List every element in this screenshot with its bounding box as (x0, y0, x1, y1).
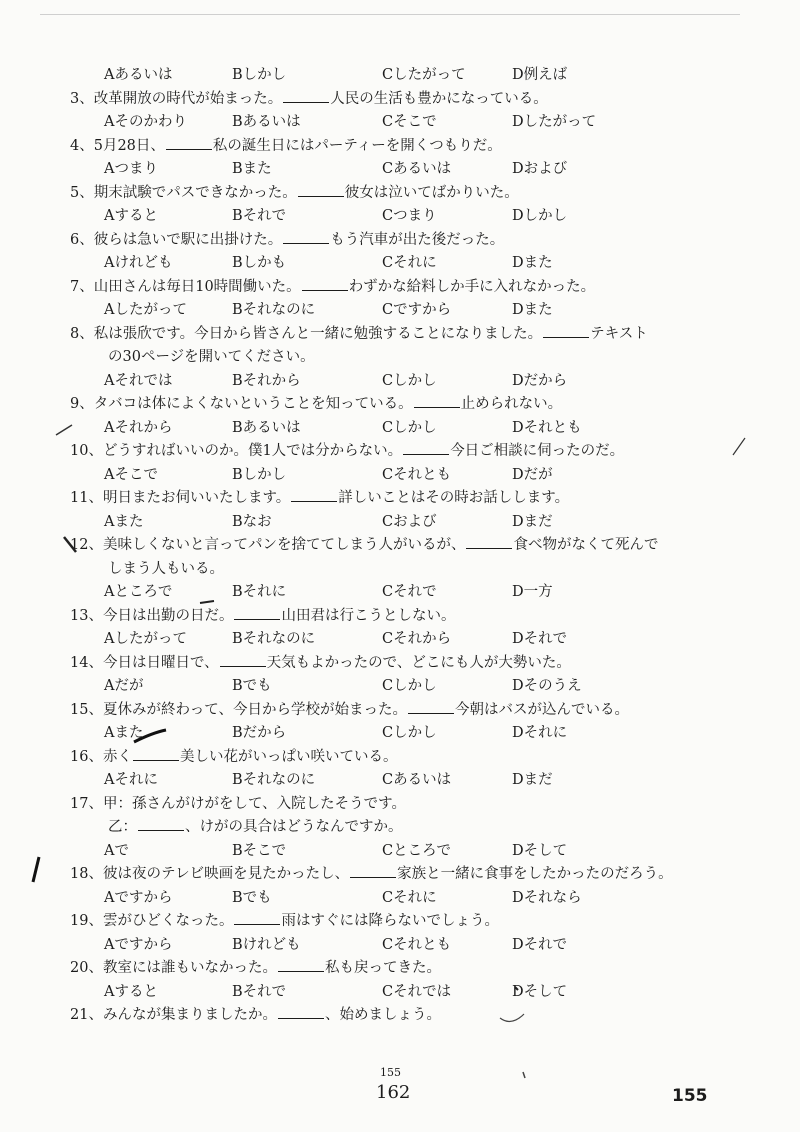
question-segment: 乙： (108, 819, 137, 835)
question-segment: 改革開放の時代が始まった。 (93, 90, 283, 107)
question-segment: 雨はすぐには降らないでしょう。 (281, 913, 499, 929)
question-segment: 今日ご相談に伺ったのだ。 (450, 443, 625, 459)
option-d[interactable]: Dそして (512, 842, 568, 859)
options-row (70, 934, 760, 958)
question-segment: 人民の生活も豊かになっている。 (330, 90, 548, 107)
top-rule (40, 14, 740, 15)
question-text (70, 182, 760, 206)
question-segment: 天気もよかったので、どこにも人が大勢いた。 (266, 654, 571, 671)
options-row (70, 464, 760, 488)
question-item (70, 88, 760, 135)
question-segment: もう汽車が出た後だった。 (330, 231, 505, 248)
options-row (70, 511, 760, 535)
question-segment: 美しい花がいっぱい咲いている。 (179, 748, 398, 765)
question-text (70, 323, 760, 347)
option-c[interactable]: Cあるいは (382, 161, 452, 177)
options-row (70, 64, 760, 88)
option-a[interactable]: Aあるいは (104, 67, 173, 83)
question-text (70, 88, 760, 112)
option-a[interactable]: Aところで (104, 584, 173, 600)
answer-blank (283, 229, 329, 244)
option-c[interactable]: Cしかし (382, 372, 437, 389)
question-item (70, 793, 760, 864)
question-item (70, 64, 760, 88)
option-d[interactable]: Dしかし (512, 208, 568, 224)
question-segment: 止められない。 (460, 396, 563, 412)
question-item (70, 393, 760, 440)
question-text (70, 652, 760, 676)
question-list (70, 64, 760, 1028)
option-d[interactable]: D一方 (512, 584, 553, 600)
question-text (70, 699, 760, 723)
option-c[interactable]: Cそれで (382, 584, 437, 600)
option-b[interactable]: Bそれで (232, 208, 287, 224)
option-d[interactable]: D例えば (512, 67, 568, 83)
options-row (70, 722, 760, 746)
question-number: 7、 (70, 278, 94, 295)
answer-blank (166, 135, 212, 150)
option-c[interactable]: Cそれとも (382, 466, 452, 483)
answer-blank (414, 393, 460, 408)
question-number: 16、 (70, 748, 103, 765)
option-d[interactable]: Dまだ (512, 513, 553, 530)
question-item (70, 135, 760, 182)
option-c[interactable]: Cしたがって (382, 67, 466, 83)
question-segment: 山田さんは毎日10時間働いた。 (93, 278, 301, 295)
option-c[interactable]: Cあるいは (382, 772, 452, 788)
option-a[interactable]: Aまた (104, 725, 144, 741)
question-segment: 甲：孫さんがけがをして、入院したそうです。 (102, 795, 407, 812)
option-a[interactable]: Aそこで (104, 466, 158, 483)
question-number: 12、 (70, 537, 103, 553)
question-item (70, 182, 760, 229)
options-row (70, 299, 760, 323)
question-segment: 山田君は行こうとしない。 (281, 607, 456, 624)
question-item (70, 487, 760, 534)
options-row (70, 111, 760, 135)
question-segment: 教室には誰もいなかった。 (102, 960, 277, 976)
option-a[interactable]: Aそのかわり (104, 114, 187, 130)
question-number: 21、 (70, 1007, 103, 1023)
question-continuation: の30ページを開いてください。 (108, 349, 315, 365)
question-item (70, 699, 760, 746)
question-segment: どうすればいいのか。僕1人では分からない。 (102, 443, 403, 459)
question-number: 17、 (70, 795, 103, 812)
small-page-number: 155 (380, 1066, 401, 1079)
option-a[interactable]: Aすると (104, 208, 158, 224)
question-item (70, 1004, 760, 1028)
option-c[interactable]: Cしかし (382, 419, 437, 436)
option-b[interactable]: Bなお (232, 513, 272, 530)
question-text (70, 816, 760, 840)
question-number: 18、 (70, 866, 103, 882)
option-a[interactable]: Aけれども (104, 255, 173, 271)
question-segment: 5月28日、 (93, 137, 165, 154)
question-segment: 私の誕生日にはパーティーを開くつもりだ。 (212, 137, 502, 154)
options-row (70, 581, 760, 605)
question-segment: 私は張欣です。今日から皆さんと一緒に勉強することになりました。 (93, 325, 543, 342)
option-d[interactable]: Dまた (512, 302, 553, 318)
question-number: 10、 (70, 443, 103, 459)
question-segment: テキスト (590, 325, 648, 342)
option-a[interactable]: Aつまり (104, 161, 158, 177)
question-text (70, 276, 760, 300)
question-item (70, 323, 760, 394)
option-b[interactable]: Bそこで (232, 842, 287, 859)
question-item (70, 910, 760, 957)
option-c[interactable]: Cしかし (382, 678, 437, 694)
option-a[interactable]: Aで (104, 842, 129, 859)
question-text (70, 1004, 760, 1028)
question-text (70, 534, 760, 558)
answer-blank (291, 487, 337, 502)
corner-page-number: 155 (672, 1086, 708, 1106)
answer-blank (220, 652, 266, 667)
question-segment: 今朝はバスが込んでいる。 (455, 701, 630, 718)
option-b[interactable]: Bそれで (232, 983, 287, 1000)
question-segment: わずかな給料しか手に入れなかった。 (348, 278, 596, 295)
options-row (70, 252, 760, 276)
question-number: 11、 (70, 490, 103, 506)
question-segment: 今日は出勤の日だ。 (102, 607, 234, 624)
question-number: 15、 (70, 701, 103, 718)
option-c[interactable]: Cつまり (382, 208, 437, 224)
question-segment: 彼女は泣いてばかりいた。 (344, 184, 519, 201)
option-b[interactable]: Bあるいは (232, 114, 301, 130)
question-segment: 私も戻ってきた。 (324, 960, 441, 976)
answer-blank (298, 182, 344, 197)
question-item (70, 229, 760, 276)
option-c[interactable]: Cそれに (382, 889, 437, 906)
option-a[interactable]: Aそれでは (104, 372, 173, 389)
answer-blank (350, 863, 396, 878)
question-segment: 彼らは急いで駅に出掛けた。 (93, 231, 283, 248)
question-text (70, 793, 760, 817)
option-a[interactable]: Aそれに (104, 772, 158, 788)
option-d[interactable]: Dそれとも (512, 419, 582, 436)
question-segment: 、始めましょう。 (324, 1007, 441, 1023)
option-a[interactable]: Aしたがって (104, 631, 187, 647)
question-text (70, 135, 760, 159)
question-segment: 明日またお伺いいたします。 (102, 490, 291, 506)
option-a[interactable]: Aだが (104, 678, 144, 694)
question-text (70, 746, 760, 770)
question-segment: 食べ物がなくて死んで (513, 537, 659, 553)
answer-blank (278, 1004, 324, 1019)
question-text (70, 605, 760, 629)
question-segment: 期末試験でパスできなかった。 (93, 184, 297, 201)
option-d[interactable]: Dまた (512, 255, 553, 271)
option-d[interactable]: Dそれなら (512, 889, 582, 906)
question-item (70, 605, 760, 652)
question-item (70, 652, 760, 699)
option-a[interactable]: Aですから (104, 889, 173, 906)
option-c[interactable]: Cところで (382, 842, 451, 859)
option-a[interactable]: Aまた (104, 513, 144, 530)
option-d[interactable]: Dそれで (512, 936, 568, 953)
question-item (70, 534, 760, 605)
option-d[interactable]: Dだが (512, 466, 553, 483)
question-number: 20、 (70, 960, 103, 976)
option-c[interactable]: Cしかし (382, 725, 437, 741)
question-segment: 美味しくないと言ってパンを捨ててしまう人がいるが、 (102, 537, 466, 553)
page-footer (0, 1060, 800, 1120)
answer-blank (403, 440, 449, 455)
option-d[interactable]: Dそれに (512, 725, 568, 741)
option-d[interactable]: Dそれで (512, 631, 568, 647)
question-text (70, 393, 760, 417)
question-item (70, 863, 760, 910)
question-continuation: しまう人もいる。 (108, 560, 224, 577)
option-b[interactable]: Bそれから (232, 372, 301, 389)
answer-blank (543, 323, 589, 338)
option-b[interactable]: Bけれども (232, 936, 301, 953)
option-d[interactable]: Dおよび (512, 161, 568, 177)
options-row (70, 158, 760, 182)
question-number: 3、 (70, 90, 94, 107)
center-page-number: 162 (376, 1082, 411, 1103)
answer-blank (283, 88, 329, 103)
option-c[interactable]: Cそれとも (382, 936, 452, 953)
option-d[interactable]: Dしたがって (512, 114, 597, 130)
option-d[interactable]: Dまだ (512, 772, 553, 788)
question-item (70, 746, 760, 793)
question-number: 4、 (70, 137, 94, 154)
question-segment: 家族と一緒に食事をしたかったのだろう。 (397, 866, 673, 882)
answer-blank (133, 746, 179, 761)
question-number: 19、 (70, 913, 103, 929)
options-row (70, 981, 760, 1005)
option-a[interactable]: Aしたがって (104, 302, 187, 318)
question-segment: みんなが集まりましたか。 (102, 1007, 277, 1023)
option-b[interactable]: Bあるいは (232, 419, 301, 436)
answer-blank (138, 816, 184, 831)
option-b[interactable]: Bしかし (232, 466, 287, 483)
option-b[interactable]: Bしかし (232, 67, 287, 83)
question-text (70, 229, 760, 253)
option-b[interactable]: Bそれなのに (232, 772, 316, 788)
question-segment: 雲がひどくなった。 (102, 913, 234, 929)
question-text (70, 957, 760, 981)
answer-blank (234, 605, 280, 620)
question-item (70, 957, 760, 1004)
options-row (70, 840, 760, 864)
question-item (70, 276, 760, 323)
answer-blank (408, 699, 454, 714)
option-b[interactable]: Bでも (232, 678, 272, 694)
question-segment: 、けがの具合はどうなんですか。 (185, 819, 403, 835)
question-segment: 夏休みが終わって、今日から学校が始まった。 (102, 701, 408, 718)
question-segment: タバコは体によくないということを知っている。 (93, 396, 413, 412)
answer-blank (234, 910, 280, 925)
question-number: 8、 (70, 325, 94, 342)
question-text (70, 440, 760, 464)
option-b[interactable]: Bでも (232, 889, 272, 906)
question-text (70, 863, 760, 887)
options-row (70, 370, 760, 394)
option-b[interactable]: Bそれに (232, 584, 287, 600)
option-b[interactable]: Bそれなのに (232, 302, 316, 318)
options-row (70, 417, 760, 441)
question-text (70, 910, 760, 934)
option-c[interactable]: Cですから (382, 302, 452, 318)
option-c[interactable]: Cおよび (382, 513, 437, 530)
options-row (70, 769, 760, 793)
answer-blank (466, 534, 512, 549)
options-row (70, 628, 760, 652)
options-row (70, 205, 760, 229)
option-d[interactable]: Dそして (512, 983, 568, 1000)
question-segment: 詳しいことはその時お話しします。 (338, 490, 570, 506)
option-d[interactable]: Dだから (512, 372, 568, 389)
question-number: 14、 (70, 654, 103, 671)
option-a[interactable]: Aですから (104, 936, 173, 953)
option-b[interactable]: Bまた (232, 161, 272, 177)
option-b[interactable]: Bしかも (232, 255, 287, 271)
option-b[interactable]: Bそれなのに (232, 631, 316, 647)
question-segment: 彼は夜のテレビ映画を見たかったし、 (102, 866, 350, 882)
question-number: 6、 (70, 231, 94, 248)
options-row (70, 675, 760, 699)
question-segment: 赤く (102, 748, 132, 765)
option-a[interactable]: Aそれから (104, 419, 173, 436)
question-number: 9、 (70, 396, 94, 412)
option-c[interactable]: Cそれでは (382, 983, 452, 1000)
option-b[interactable]: Bだから (232, 725, 287, 741)
question-item (70, 440, 760, 487)
question-segment: 今日は日曜日で、 (102, 654, 219, 671)
option-d[interactable]: Dそのうえ (512, 678, 582, 694)
question-text (70, 487, 760, 511)
option-c[interactable]: Cそれに (382, 255, 437, 271)
option-c[interactable]: Cそれから (382, 631, 452, 647)
question-number: 5、 (70, 184, 94, 201)
options-row (70, 887, 760, 911)
question-number: 13、 (70, 607, 103, 624)
answer-blank (302, 276, 348, 291)
answer-blank (278, 957, 324, 972)
option-c[interactable]: Cそこで (382, 114, 437, 130)
option-a[interactable]: Aすると (104, 983, 158, 1000)
